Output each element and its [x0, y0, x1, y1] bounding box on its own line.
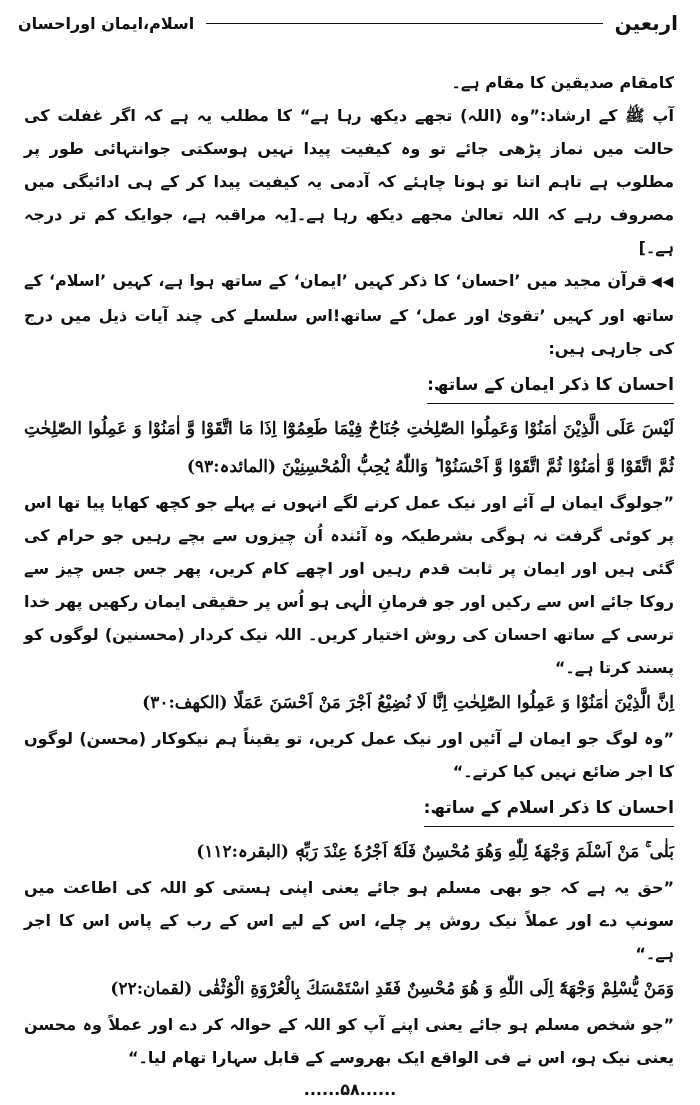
book-title: اربعین [614, 11, 678, 35]
translation-kahf: ”وہ لوگ جو ایمان لے آئیں اور نیک عمل کریں، تو یقیناً ہم نیکوکار (محسن) لوگوں کا اجر ضائع نہیں کیا کرتے۔“ [24, 729, 674, 781]
header-rule [206, 23, 602, 24]
section-heading-iman: احسان کا ذکر ایمان کے ساتھ: [427, 367, 674, 404]
translation-maidah: ”جولوگ ایمان لے آئے اور نیک عمل کرنے لگے انہوں نے پہلے جو کچھ کھایا پیا تھا اس پر کوئی گرفت نہ ہوگی بشرطیکہ وہ آئندہ اُن چیزوں سے بچے رہیں جو حرام کی گئی ہیں اور ایمان پر ثابت قدم رہیں اور اچھے کام کریں، پھر جس جس چیز سے روکا جائے اس سے رکیں اور جو فرمانِ الٰہی ہو اُس پر حقیقی ایمان رکھیں پھر خدا ترسی کے ساتھ احسان کی روش اختیار کریں۔ اللہ نیک کردار (محسنین) لوگوں کو پسند کرتا ہے۔“ [24, 493, 674, 677]
paragraph-quran-intro [24, 264, 674, 365]
paragraph-hadith-explanation: آپ ﷺ کے ارشاد:”وہ (اللہ) تجھے دیکھ رہا ہے“ کا مطلب یہ ہے کہ اگر غفلت کی حالت میں نماز پڑھی جائے تو وہ کیفیت پیدا نہیں ہوسکتی جوانتہائی طور پر مطلوب ہے تاہم اتنا تو ہونا چاہئے کہ آدمی یہ کیفیت پیدا کر کے ہی ادائیگی میں مصروف رہے کہ اللہ تعالیٰ مجھے دیکھ رہا ہے۔[یہ مراقبہ ہے، جوایک کم تر درجہ ہے۔] [24, 106, 674, 257]
ayah-maidah: لَيْسَ عَلَى الَّذِيْنَ اٰمَنُوْا وَعَمِلُوا الصّٰلِحٰتِ جُنَاحٌ فِيْمَا طَعِمُوْٓا اِذَا مَا اتَّقَوْا وَّ اٰمَنُوْا وَ عَمِلُوا الصّٰلِحٰتِ ثُمَّ اتَّقَوْا وَّ اٰمَنُوْا ثُمَّ اتَّقَوْا وَّ اَحْسَنُوْا ؕ وَاللّٰهُ يُحِبُّ الْمُحْسِنِيْنَ (المائدہ:۹۳) [24, 419, 674, 477]
ayah-baqarah: بَلٰى ۚ مَنْ اَسْلَمَ وَجْهَهٗ لِلّٰهِ وَهُوَ مُحْسِنٌ فَلَهٗٓ اَجْرُهٗ عِنْدَ رَبِّهٖ (البقرہ:۱۱۲) [196, 842, 674, 862]
translation-baqarah: ”حق یہ ہے کہ جو بھی مسلم ہو جائے یعنی اپنی ہستی کو اللہ کی اطاعت میں سونپ دے اور عملاً نیک روش پر چلے، اس کے لیے اس کے رب کے پاس اس کا اجر ہے۔“ [24, 878, 674, 963]
ayah-luqman: وَمَنْ يُّسْلِمْ وَجْهَهٗٓ اِلَى اللّٰهِ وَ هُوَ مُحْسِنٌ فَقَدِ اسْتَمْسَكَ بِالْعُرْوَةِ الْوُثْقٰى (لقمان:۲۲) [110, 979, 674, 999]
double-arrow-icon: ◀◀ [651, 274, 674, 290]
translation-luqman: ”جو شخص مسلم ہو جائے یعنی اپنے آپ کو اللہ کے حوالہ کر دے اور عملاً وہ محسن یعنی نیک ہو، اس نے فی الواقع ایک بھروسے کے قابل سہارا تھام لیا۔“ [24, 1015, 674, 1067]
chapter-title: اسلام،ایمان اوراحسان [18, 13, 195, 33]
paragraph-siddiqin: کامقام صدیقین کا مقام ہے۔ [451, 73, 674, 92]
section-heading-islam: احسان کا ذکر اسلام کے ساتھ: [424, 790, 674, 827]
page-header [18, 8, 678, 38]
page-number: ......۵۸...... [303, 1080, 397, 1099]
ayah-kahf: اِنَّ الَّذِيْنَ اٰمَنُوْا وَ عَمِلُوا الصّٰلِحٰتِ اِنَّا لَا نُضِيْعُ اَجْرَ مَنْ اَحْسَنَ عَمَلًا (الکھف:۳۰) [142, 693, 674, 713]
page-body [24, 66, 674, 1074]
paragraph-quran-intro-text: قرآن مجید میں ’احسان‘ کا ذکر کہیں ’ایمان‘ کے ساتھ ہوا ہے، کہیں ’اسلام‘ کے ساتھ اور کہیں ’تقویٰ اور عمل‘ کے ساتھ!اس سلسلے کی چند آیات ذیل میں درج کی جارہی ہیں: [24, 271, 674, 358]
